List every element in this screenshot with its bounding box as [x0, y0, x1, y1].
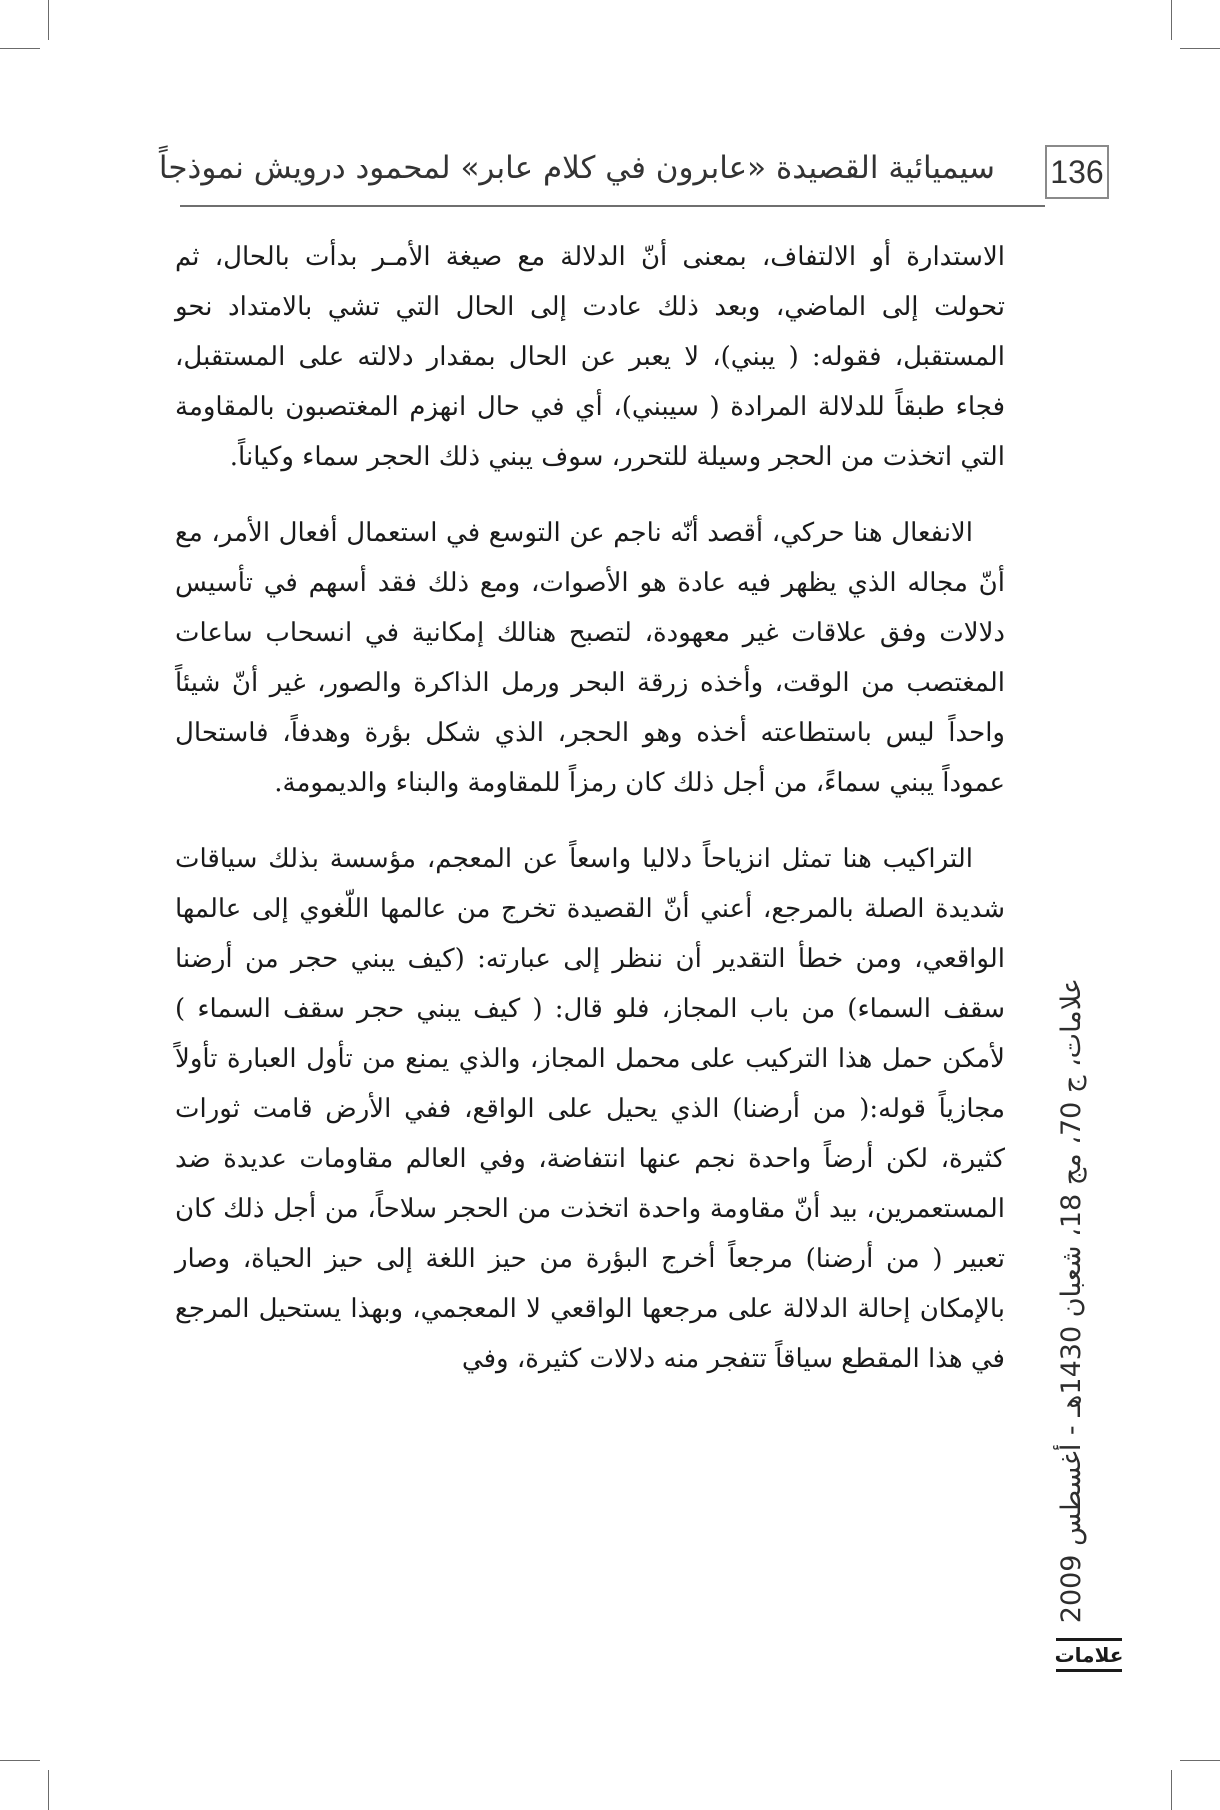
running-header-title: سيميائية القصيدة «عابرون في كلام عابر» لمحمود درويش نموذجاً [158, 150, 995, 186]
page-number: 136 [1045, 145, 1109, 199]
crop-mark-top-right-h [1180, 48, 1220, 49]
crop-mark-top-left-h [0, 48, 40, 49]
crop-mark-bottom-right-h [1180, 1760, 1220, 1761]
paragraph: الاستدارة أو الالتفاف، بمعنى أنّ الدلالة مع صيغة الأمـر بدأت بالحال، ثم تحولت إلى الماضي، وبعد ذلك عادت إلى الحال التي تشي بالامتداد نحو المستقبل، فقوله: ( يبني)، لا يعبر عن الحال بمقدار دلالته على المستقبل، فجاء طبقاً للدلالة المرادة ( سيبني)، أي في حال انهزم المغتصبون بالمقاومة التي اتخذت من الحجر وسيلة للتحرر، سوف يبني ذلك الحجر سماء وكياناً. [175, 242, 1005, 472]
paragraph: التراكيب هنا تمثل انزياحاً دلاليا واسعاً عن المعجم، مؤسسة بذلك سياقات شديدة الصلة بالمرجع، أعني أنّ القصيدة تخرج من عالمها اللّغوي إلى عالمها الواقعي، ومن خطأ التقدير أن ننظر إلى عبارته: (كيف يبني حجر من أرضنا سقف السماء) من باب المجاز، فلو قال: ( كيف يبني حجر سقف السماء ) لأمكن حمل هذا التركيب على محمل المجاز، والذي يمنع من تأول العبارة تأولاً مجازياً قوله:( من أرضنا) الذي يحيل على الواقع، ففي الأرض قامت ثورات كثيرة، لكن أرضاً واحدة نجم عنها انتفاضة، وفي العالم مقاومات عديدة ضد المستعمرين، بيد أنّ مقاومة واحدة اتخذت من الحجر سلاحاً، من أجل ذلك كان تعبير ( من أرضنا) مرجعاً أخرج البؤرة من حيز اللغة إلى حيز الحياة، وصار بالإمكان إحالة الدلالة على مرجعها الواقعي لا المعجمي، وبهذا يستحيل المرجع في هذا المقطع سياقاً تتفجر منه دلالات كثيرة، وفي [175, 844, 1005, 1374]
crop-mark-top-left-v [48, 0, 49, 40]
journal-logo: علامات [1056, 1638, 1122, 1672]
crop-mark-bottom-left-v [48, 1770, 49, 1810]
crop-mark-bottom-left-h [0, 1760, 40, 1761]
paragraph: الانفعال هنا حركي، أقصد أنّه ناجم عن التوسع في استعمال أفعال الأمر، مع أنّ مجاله الذي يظهر فيه عادة هو الأصوات، ومع ذلك فقد أسهم في تأسيس دلالات وفق علاقات غير معهودة، لتصبح هنالك إمكانية في انسحاب ساعات المغتصب من الوقت، وأخذه زرقة البحر ورمل الذاكرة والصور، غير أنّ شيئاً واحداً ليس باستطاعته أخذه وهو الحجر، الذي شكل بؤرة وهدفاً، فاستحال عموداً يبني سماءً، من أجل ذلك كان رمزاً للمقاومة والبناء والديمومة. [175, 518, 1005, 798]
header-rule [180, 205, 1045, 207]
journal-issue-caption: علامات، ج 70، مج 18، شعبان 1430هـ - أغسطس 2009 [1056, 978, 1087, 1624]
article-body [175, 232, 1005, 1410]
crop-mark-top-right-v [1171, 0, 1172, 40]
crop-mark-bottom-right-v [1171, 1770, 1172, 1810]
